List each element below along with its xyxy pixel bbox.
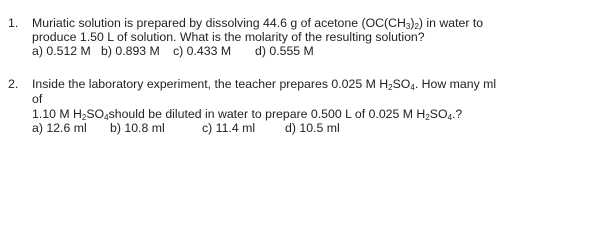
question-text-line: of: [32, 92, 43, 106]
answer-option: d) 0.555 M: [255, 44, 314, 58]
question-text-line: Inside the laboratory experiment, the teacher prepares 0.025 M $H_2SO_4$. How many ml: [32, 77, 497, 92]
question-text-line: 1.10 M $H_2SO_4should$ be diluted in water to prepare 0.500 L of 0.025 M $H_2SO_4$.?: [32, 107, 463, 122]
question-number: 1.: [8, 16, 19, 30]
answer-option: c) 11.4 ml: [202, 121, 256, 135]
answer-option: b) 0.893 M: [101, 44, 160, 58]
answer-option: c) 0.433 M: [173, 44, 232, 58]
answer-option: d) 10.5 ml: [285, 121, 340, 135]
question-text-line: produce 1.50 L of solution. What is the molarity of the resulting solution?: [32, 30, 425, 44]
answer-option: a) 12.6 ml: [32, 121, 87, 135]
answer-option: b) 10.8 ml: [110, 121, 165, 135]
answer-option: a) 0.512 M: [32, 44, 91, 58]
question-text-line: Muriatic solution is prepared by dissolving 44.6 g of acetone $(OC(CH_3)_2)$ in water to: [32, 16, 484, 31]
question-number: 2.: [8, 77, 19, 91]
